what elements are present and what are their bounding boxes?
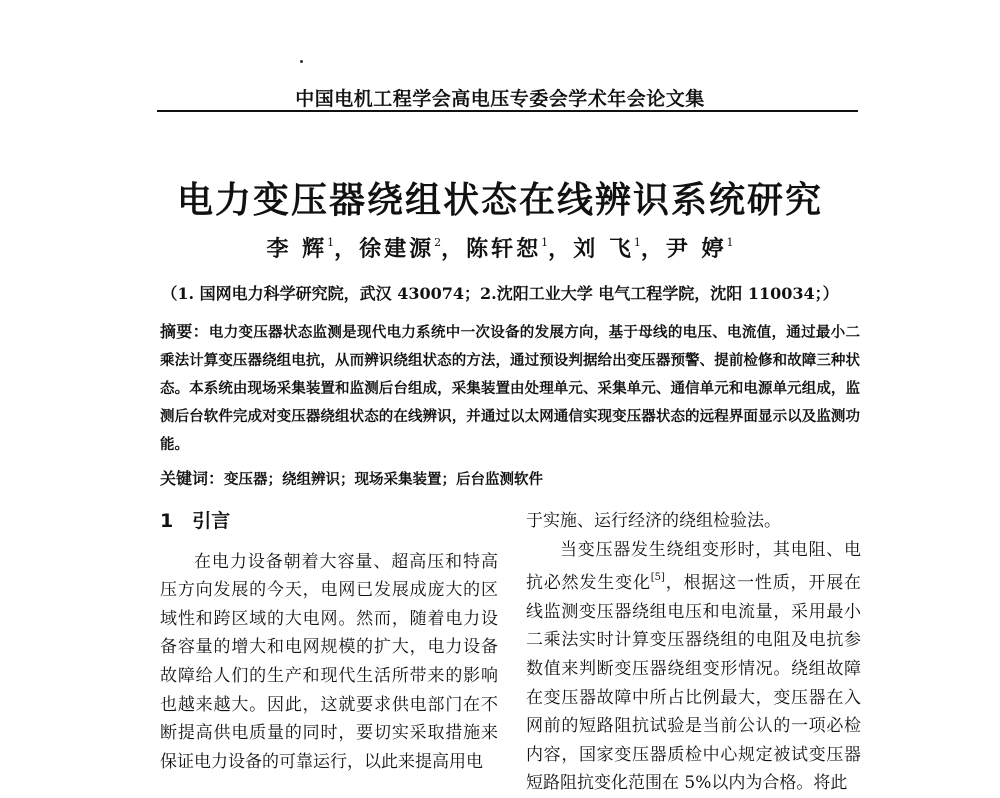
abstract-text: 电力变压器状态监测是现代电力系统中一次设备的发展方向，基于母线的电压、电流值，通过最小二乘法计算变压器绕组电抗，从而辨识绕组状态的方法，通过预设判据给出变压器预警、提前检修和故障三种状态。本系统由现场采集装置和监测后台组成，采集装置由处理单元、采集单元、通信单元和电源单元组成，监测后台软件完成对变压器绕组状态的在线辨识，并通过以太网通信实现变压器状态的远程界面显示以及监测功能。 <box>160 324 860 453</box>
scan-dot <box>300 60 303 63</box>
author-affil-mark: 1 <box>541 236 549 249</box>
author-name: 陈轩恕 <box>466 236 542 262</box>
keywords <box>160 466 860 493</box>
left-column <box>160 507 498 776</box>
author-name: 尹 婷 <box>665 236 727 262</box>
body-paragraph <box>526 536 861 798</box>
abstract <box>160 318 860 459</box>
abstract-label: 摘要： <box>160 322 209 341</box>
body-paragraph: 于实施、运行经济的绕组检验法。 <box>526 511 781 531</box>
author-affil-mark: 1 <box>327 236 335 249</box>
paper-title: 电力变压器绕组状态在线辨识系统研究 <box>176 180 823 221</box>
author-name: 李 辉 <box>266 236 328 262</box>
right-column <box>526 507 861 798</box>
body-text: ，根据这一性质，开展在线监测变压器绕组电压和电流量，采用最小二乘法实时计算变压器绕组的电阻及电抗参数值来判断变压器绕组变形情况。绕组故障在变压器故障中所占比例最大，变压器在入网前的短路阻抗试验是当前公认的一项必检内容，国家变压器质检中心规定被试变压器短路阻抗变化范围在 5%以内为合格。将此 <box>526 573 862 794</box>
running-head: 中国电机工程学会高电压专委会学术年会论文集 <box>295 88 705 110</box>
body-paragraph: 在电力设备朝着大容量、超高压和特高压方向发展的今天，电网已发展成庞大的区域性和跨区域的大电网。然而，随着电力设备容量的增大和电网规模的扩大，电力设备故障给人们的生产和现代生活所带来的影响也越来越大。因此，这就要求供电部门在不断提高供电质量的同时，要切实采取措施来保证电力设备的可靠运行，以此来提高用电 <box>160 551 498 772</box>
section-heading: 1 引言 <box>160 510 231 532</box>
author-name: 徐建源 <box>359 236 435 262</box>
author-affil-mark: 1 <box>726 236 734 249</box>
affiliation: （1. 国网电力科学研究院，武汉 430074；2.沈阳工业大学 电气工程学院，沈阳 110034；） <box>161 284 839 303</box>
keywords-text: 变压器；绕组辨识；现场采集装置；后台监测软件 <box>224 471 544 488</box>
keywords-label: 关键词： <box>160 469 225 488</box>
header-rule <box>157 110 858 112</box>
author-name: 刘 飞 <box>573 236 634 262</box>
citation-ref: [5] <box>650 572 665 584</box>
author-list: 李 辉$^1$，徐建源$^2$，陈轩恕$^1$，刘 飞$^1$，尹 婷$^1$ <box>266 236 734 262</box>
body-text: 当变压器发生绕组变形时，其电阻、电抗必然发生变化 <box>526 539 861 594</box>
author-affil-mark: 2 <box>434 236 442 249</box>
author-affil-mark: 1 <box>633 236 641 249</box>
